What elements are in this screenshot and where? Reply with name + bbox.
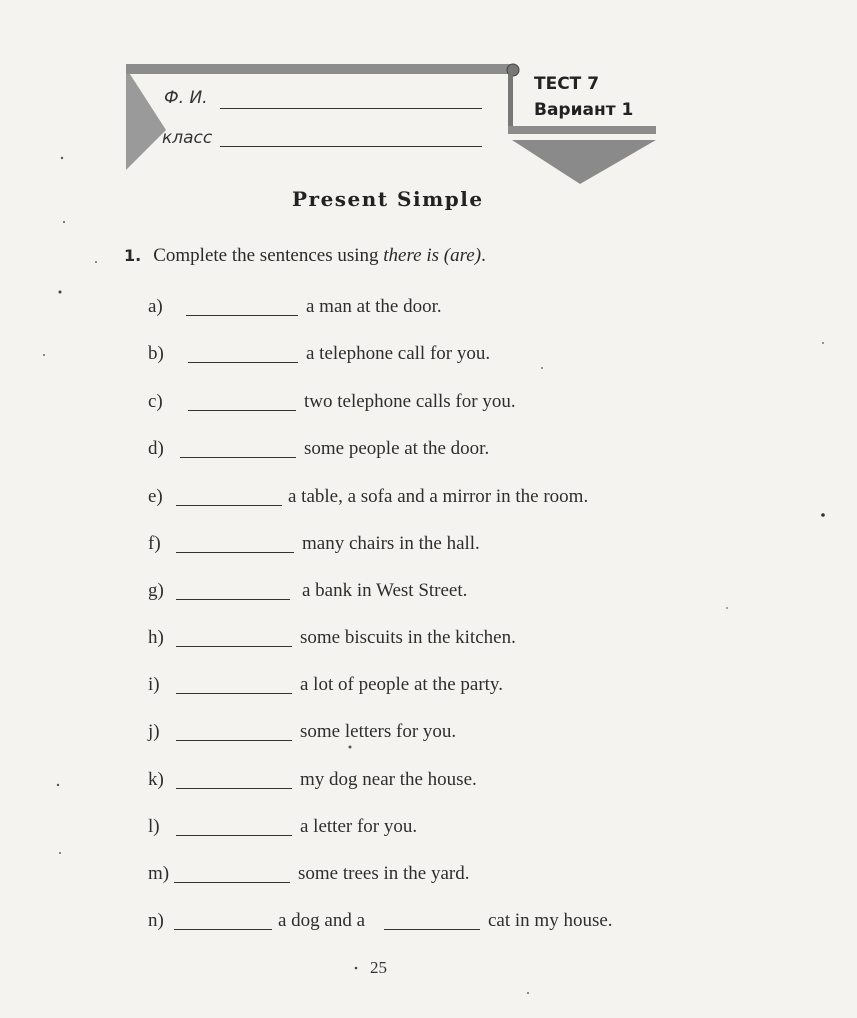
item-text: a telephone call for you. <box>306 343 491 364</box>
item-letter: b) <box>148 343 164 364</box>
item-letter: d) <box>148 438 164 459</box>
instruction-end: . <box>481 245 486 266</box>
item-letter: m) <box>148 863 170 884</box>
test-header <box>120 60 665 190</box>
item-letter: n) <box>148 910 164 931</box>
item-letter: c) <box>148 391 163 412</box>
item-letter: f) <box>148 533 161 554</box>
item-letter: g) <box>148 580 164 601</box>
item-letter: k) <box>148 769 164 790</box>
item-text: a man at the door. <box>306 296 442 317</box>
item-text: a table, a sofa and a mirror in the room. <box>288 486 589 507</box>
answer-blank <box>176 599 290 600</box>
page-number: 25 <box>370 958 387 977</box>
answer-blank <box>176 788 292 789</box>
item-text-2: cat in my house. <box>488 910 613 931</box>
answer-blank <box>180 457 296 458</box>
task-instruction <box>124 245 486 267</box>
answer-blank-2 <box>384 929 480 930</box>
item-letter: h) <box>148 627 164 648</box>
item-text: many chairs in the hall. <box>302 533 480 554</box>
answer-blank <box>174 929 272 930</box>
item-letter: a) <box>148 296 163 317</box>
topic-title: Present Simple <box>292 187 484 211</box>
instruction-start: Complete the sentences using <box>153 245 384 266</box>
item-text: two telephone calls for you. <box>304 391 516 412</box>
item-letter: j) <box>148 721 160 742</box>
item-text: a dog and a <box>278 910 366 931</box>
item-letter: i) <box>148 674 160 695</box>
class-label: класс <box>162 128 213 148</box>
answer-blank <box>176 505 282 506</box>
item-letter: e) <box>148 486 163 507</box>
task-number: 1. <box>124 246 142 265</box>
answer-blank <box>176 552 294 553</box>
answer-blank <box>188 362 298 363</box>
item-text: a lot of people at the party. <box>300 674 503 695</box>
name-field-line <box>220 108 482 109</box>
item-text: my dog near the house. <box>300 769 477 790</box>
answer-blank <box>176 740 292 741</box>
item-letter: l) <box>148 816 160 837</box>
item-text: a bank in West Street. <box>302 580 468 601</box>
answer-blank <box>176 835 292 836</box>
answer-blank <box>176 646 292 647</box>
item-text: some people at the door. <box>304 438 490 459</box>
answer-blank <box>186 315 298 316</box>
answer-blank <box>176 693 292 694</box>
answer-blank <box>188 410 296 411</box>
item-text: a letter for you. <box>300 816 418 837</box>
test-number: ТЕСТ 7 <box>534 74 600 94</box>
class-field-line <box>220 146 482 147</box>
answer-blank <box>174 882 290 883</box>
name-label: Ф. И. <box>164 88 208 108</box>
item-text: some letters for you. <box>300 721 457 742</box>
item-text: some trees in the yard. <box>298 863 470 884</box>
variant-label: Вариант 1 <box>534 100 634 120</box>
instruction-phrase: there is (are) <box>383 245 482 266</box>
item-text: some biscuits in the kitchen. <box>300 627 516 648</box>
